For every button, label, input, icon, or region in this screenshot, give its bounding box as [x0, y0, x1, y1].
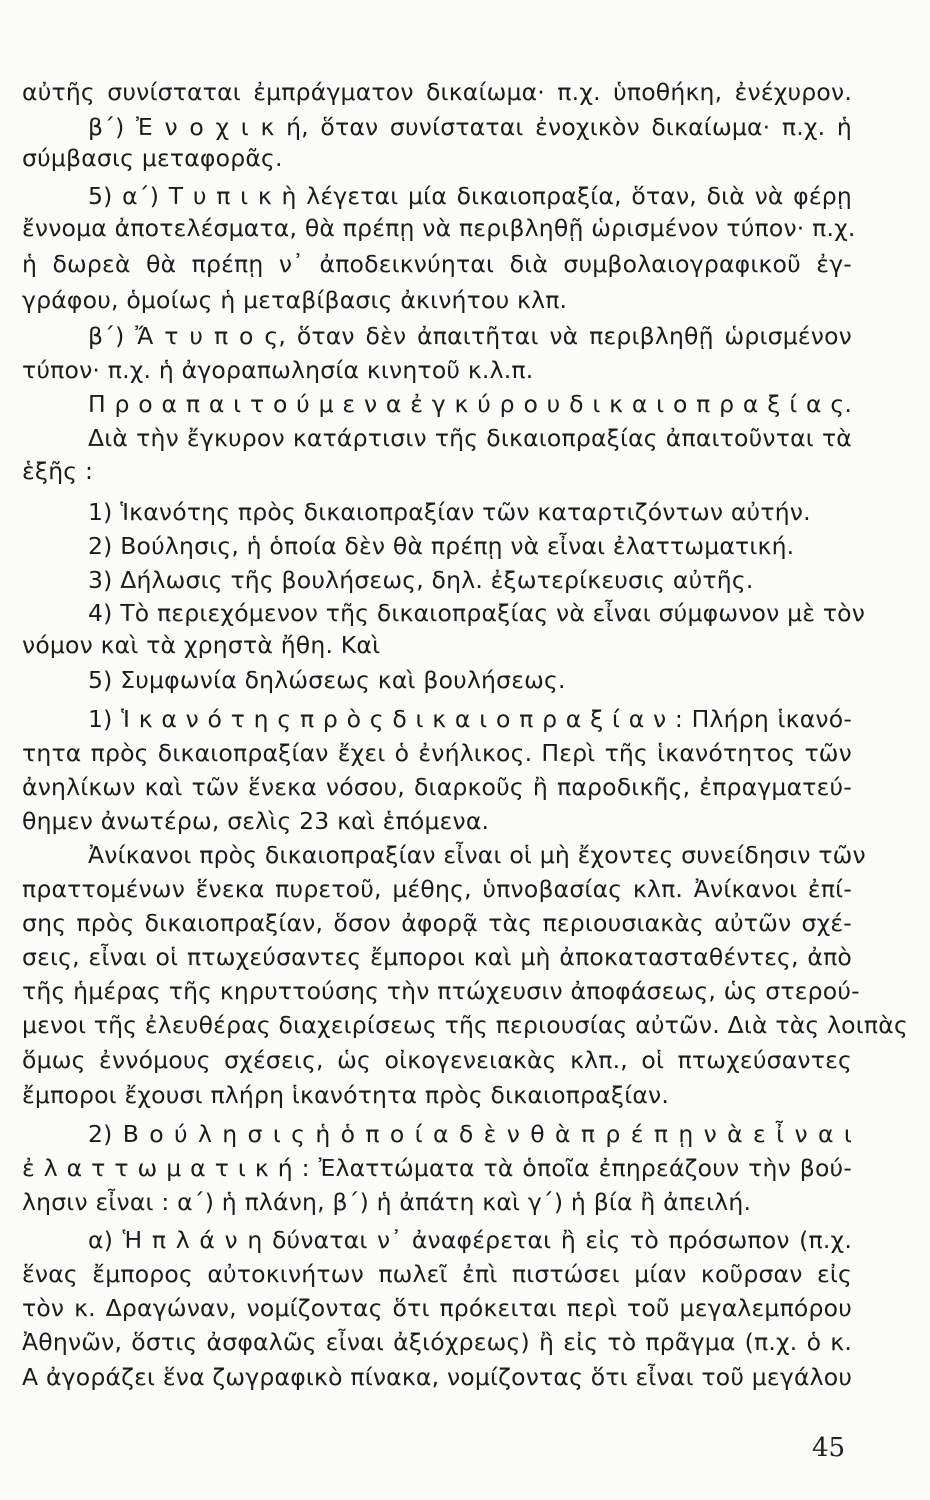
list-item: 1) Ἱκανότης πρὸς δικαιοπραξίαν τῶν καταρτιζόντων αὐτήν. — [88, 498, 811, 526]
text-line: λησιν εἶναι : α΄) ἡ πλάνη, β΄) ἡ ἀπάτη καὶ γ΄) ἡ βία ἢ ἀπειλή. — [22, 1188, 752, 1216]
list-item: 4) Τὸ περιεχόμενον τῆς δικαιοπραξίας νὰ εἶναι σύμφωνον μὲ τὸν — [88, 599, 866, 627]
list-item: 5) Συμφωνία δηλώσεως καὶ βουλήσεως. — [88, 666, 566, 694]
text-line: σεις, εἶναι οἱ πτωχεύσαντες ἔμποροι καὶ μὴ ἀποκατασταθέντες, ἀπὸ — [22, 943, 852, 971]
page-number: 45 — [812, 1433, 846, 1463]
section-heading: 1) Ἱ κ α ν ό τ η ς π ρ ὸ ς δ ι κ α ι ο π ρ α ξ ί α ν : Πλήρη ἱκανό- — [88, 705, 852, 733]
text-line: σύμβασις μεταφορᾶς. — [22, 144, 283, 172]
text-line: θημεν ἀνωτέρω, σελὶς 23 καὶ ἑπόμενα. — [22, 807, 490, 835]
text-line: αὐτῆς συνίσταται ἐμπράγματον δικαίωμα· π.χ. ὑποθήκη, ἐνέχυρον. — [22, 78, 852, 106]
section-heading: 2) Β ο ύ λ η σ ι ς ἡ ὁ π ο ί α δ ὲ ν θ ὰ π ρ έ π ῃ ν ὰ ε ἶ ν α ι — [88, 1120, 852, 1148]
text-line: ἀνηλίκων καὶ τῶν ἕνεκα νόσου, διαρκοῦς ἢ παροδικῆς, ἐπραγματεύ- — [22, 773, 852, 801]
text-line: ἡ δωρεὰ θὰ πρέπῃ ν᾽ ἀποδεικνύηται διὰ συμβολαιογραφικοῦ ἐγ- — [22, 250, 852, 278]
text-line: τύπον· π.χ. ἡ ἀγοραπωλησία κινητοῦ κ.λ.π. — [22, 356, 534, 384]
text-line: Α ἀγοράζει ἕνα ζωγραφικὸ πίνακα, νομίζοντας ὅτι εἶναι τοῦ μεγάλου — [22, 1363, 853, 1391]
text-line: ἕνας ἔμπορος αὐτοκινήτων πωλεῖ ἐπὶ πιστώσει μίαν κοῦρσαν εἰς — [22, 1260, 852, 1288]
text-line: τητα πρὸς δικαιοπραξίαν ἔχει ὁ ἐνήλικος. Περὶ τῆς ἱκανότητος τῶν — [22, 739, 852, 767]
list-item: 3) Δήλωσις τῆς βουλήσεως, δηλ. ἐξωτερίκευσις αὐτῆς. — [88, 566, 754, 594]
text-line: νόμον καὶ τὰ χρηστὰ ἤθη. Καὶ — [22, 631, 381, 659]
text-line: τὸν κ. Δραγώναν, νομίζοντας ὅτι πρόκειται περὶ τοῦ μεγαλεμπόρου — [22, 1294, 852, 1322]
text-line: ἑξῆς : — [22, 457, 94, 485]
text-line: Ἀνίκανοι πρὸς δικαιοπραξίαν εἶναι οἱ μὴ ἔχοντες συνείδησιν τῶν — [88, 841, 866, 869]
section-heading: Π ρ ο α π α ι τ ο ύ μ ε ν α ἐ γ κ ύ ρ ο υ δ ι κ α ι ο π ρ α ξ ί α ς. — [88, 390, 852, 418]
text-line: α) Ἡ π λ ά ν η δύναται ν᾽ ἀναφέρεται ἢ εἰς τὸ πρόσωπον (π.χ. — [88, 1226, 852, 1254]
text-line: τῆς ἡμέρας τῆς κηρυττούσης τὴν πτώχευσιν ἀποφάσεως, ὡς στερού- — [22, 977, 860, 1005]
text-line: β΄) Ἄ τ υ π ο ς, ὅταν δὲν ἀπαιτῆται νὰ περιβληθῇ ὡρισμένον — [88, 322, 852, 350]
text-line: γράφου, ὁμοίως ἡ μεταβίβασις ἀκινήτου κλπ. — [22, 286, 568, 314]
list-item: 2) Βούλησις, ἡ ὁποία δὲν θὰ πρέπῃ νὰ εἶναι ἐλαττωματική. — [88, 532, 795, 560]
text-line: ἐ λ α τ τ ω μ α τ ι κ ή : Ἐλαττώματα τὰ ὁποῖα ἐπηρεάζουν τὴν βού- — [22, 1154, 852, 1182]
text-line: πραττομένων ἕνεκα πυρετοῦ, μέθης, ὑπνοβασίας κλπ. Ἀνίκανοι ἐπί- — [22, 875, 852, 903]
text-line: ὅμως ἐννόμους σχέσεις, ὡς οἰκογενειακὰς κλπ., οἱ πτωχεύσαντες — [22, 1046, 852, 1074]
text-line: β΄) Ἐ ν ο χ ι κ ή, ὅταν συνίσταται ἐνοχικὸν δικαίωμα· π.χ. ἡ — [88, 113, 852, 141]
text-line: ἔμποροι ἔχουσι πλήρη ἱκανότητα πρὸς δικαιοπραξίαν. — [22, 1081, 670, 1109]
text-line: 5) α΄) Τ υ π ι κ ὴ λέγεται μία δικαιοπραξία, ὅταν, διὰ νὰ φέρῃ — [88, 182, 852, 210]
text-line: ἔννομα ἀποτελέσματα, θὰ πρέπῃ νὰ περιβληθῇ ὡρισμένον τύπον· π.χ. — [22, 214, 856, 242]
text-line: Διὰ τὴν ἔγκυρον κατάρτισιν τῆς δικαιοπραξίας ἀπαιτοῦνται τὰ — [88, 424, 852, 452]
text-line: μενοι τῆς ἐλευθέρας διαχειρίσεως τῆς περιουσίας αὐτῶν. Διὰ τὰς λοιπὰς — [22, 1011, 908, 1039]
text-line: σης πρὸς δικαιοπραξίαν, ὅσον ἀφορᾷ τὰς περιουσιακὰς αὐτῶν σχέ- — [22, 909, 852, 937]
text-line: Ἀθηνῶν, ὅστις ἀσφαλῶς εἶναι ἀξιόχρεως) ἢ εἰς τὸ πρᾶγμα (π.χ. ὁ κ. — [22, 1328, 852, 1356]
